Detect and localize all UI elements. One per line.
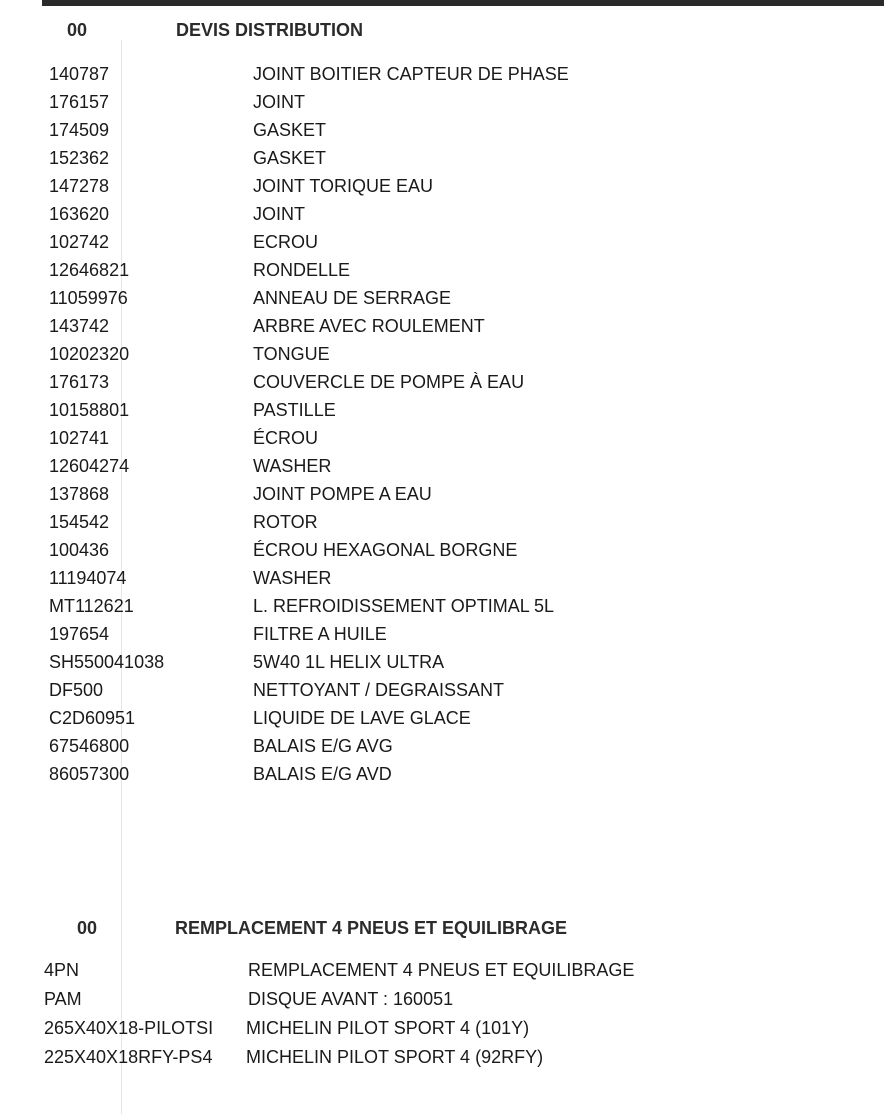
part-reference: 12604274 — [49, 456, 130, 476]
part-description: L. REFROIDISSEMENT OPTIMAL 5L — [253, 596, 555, 616]
part-description: DISQUE AVANT : 160051 — [248, 989, 454, 1009]
part-description: 5W40 1L HELIX ULTRA — [253, 652, 445, 672]
list-item — [0, 592, 884, 620]
part-description: JOINT POMPE A EAU — [253, 484, 432, 504]
part-description: ROTOR — [253, 512, 318, 532]
part-description: COUVERCLE DE POMPE À EAU — [253, 372, 525, 392]
part-reference: 102741 — [49, 428, 110, 448]
list-item — [0, 172, 884, 200]
section-code: 00 — [67, 20, 88, 40]
part-description: REMPLACEMENT 4 PNEUS ET EQUILIBRAGE — [248, 960, 635, 980]
part-description: ARBRE AVEC ROULEMENT — [253, 316, 485, 336]
part-reference: SH550041038 — [49, 652, 165, 672]
part-description: BALAIS E/G AVG — [253, 736, 393, 756]
part-reference: 147278 — [49, 176, 110, 196]
list-item — [0, 228, 884, 256]
part-reference: 174509 — [49, 120, 110, 140]
list-item — [0, 704, 884, 732]
part-reference: DF500 — [49, 680, 104, 700]
list-item — [0, 1014, 884, 1043]
part-reference: 10202320 — [49, 344, 130, 364]
part-reference: 137868 — [49, 484, 110, 504]
list-item — [0, 424, 884, 452]
parts-list-pneus — [0, 956, 884, 1072]
list-item — [0, 508, 884, 536]
part-description: JOINT TORIQUE EAU — [253, 176, 434, 196]
part-reference: 152362 — [49, 148, 110, 168]
list-item — [0, 760, 884, 788]
part-description: TONGUE — [253, 344, 330, 364]
list-item — [0, 648, 884, 676]
part-reference: 225X40X18RFY-PS4 — [44, 1047, 213, 1067]
list-item — [0, 284, 884, 312]
top-border-rule — [42, 0, 884, 6]
list-item — [0, 564, 884, 592]
part-description: JOINT BOITIER CAPTEUR DE PHASE — [253, 64, 569, 84]
section-code: 00 — [77, 918, 98, 938]
part-reference: 100436 — [49, 540, 110, 560]
part-description: GASKET — [253, 120, 327, 140]
list-item — [0, 956, 884, 985]
part-reference: 11059976 — [49, 288, 128, 308]
part-description: ECROU — [253, 232, 319, 252]
list-item — [0, 620, 884, 648]
part-description: WASHER — [253, 568, 332, 588]
list-item — [0, 368, 884, 396]
parts-list-distribution — [0, 60, 884, 788]
part-description: LIQUIDE DE LAVE GLACE — [253, 708, 471, 728]
list-item — [0, 200, 884, 228]
part-description: ÉCROU — [253, 428, 319, 448]
part-description: JOINT — [253, 204, 305, 224]
section-title: DEVIS DISTRIBUTION — [176, 20, 364, 40]
part-reference: 11194074 — [49, 568, 127, 588]
part-reference: 154542 — [49, 512, 110, 532]
part-description: MICHELIN PILOT SPORT 4 (101Y) — [246, 1018, 530, 1038]
part-reference: 265X40X18-PILOTSI — [44, 1018, 214, 1038]
section-header-pneus — [0, 914, 884, 944]
part-reference: 143742 — [49, 316, 110, 336]
part-description: FILTRE A HUILE — [253, 624, 387, 644]
list-item — [0, 1043, 884, 1072]
list-item — [0, 88, 884, 116]
list-item — [0, 536, 884, 564]
list-item — [0, 256, 884, 284]
part-reference: 10158801 — [49, 400, 130, 420]
list-item — [0, 480, 884, 508]
part-reference: C2D60951 — [49, 708, 136, 728]
part-description: ÉCROU HEXAGONAL BORGNE — [253, 540, 518, 560]
section-header-devis-distribution — [0, 16, 884, 46]
part-description: BALAIS E/G AVD — [253, 764, 392, 784]
part-reference: 176157 — [49, 92, 110, 112]
list-item — [0, 144, 884, 172]
part-description: RONDELLE — [253, 260, 351, 280]
list-item — [0, 452, 884, 480]
part-description: ANNEAU DE SERRAGE — [253, 288, 452, 308]
list-item — [0, 732, 884, 760]
part-description: GASKET — [253, 148, 327, 168]
part-reference: 67546800 — [49, 736, 130, 756]
part-description: WASHER — [253, 456, 332, 476]
part-reference: 4PN — [44, 960, 80, 980]
list-item — [0, 340, 884, 368]
part-description: MICHELIN PILOT SPORT 4 (92RFY) — [246, 1047, 544, 1067]
list-item — [0, 60, 884, 88]
list-item — [0, 116, 884, 144]
section-title: REMPLACEMENT 4 PNEUS ET EQUILIBRAGE — [175, 918, 568, 938]
part-reference: 86057300 — [49, 764, 130, 784]
part-reference: 176173 — [49, 372, 110, 392]
list-item — [0, 396, 884, 424]
part-reference: MT112621 — [49, 596, 134, 616]
list-item — [0, 676, 884, 704]
list-item — [0, 312, 884, 340]
part-reference: 163620 — [49, 204, 110, 224]
list-item — [0, 985, 884, 1014]
part-description: JOINT — [253, 92, 305, 112]
part-description: NETTOYANT / DEGRAISSANT — [253, 680, 505, 700]
part-reference: 12646821 — [49, 260, 130, 280]
part-description: PASTILLE — [253, 400, 336, 420]
part-reference: 197654 — [49, 624, 110, 644]
part-reference: PAM — [44, 989, 82, 1009]
part-reference: 140787 — [49, 64, 110, 84]
part-reference: 102742 — [49, 232, 110, 252]
